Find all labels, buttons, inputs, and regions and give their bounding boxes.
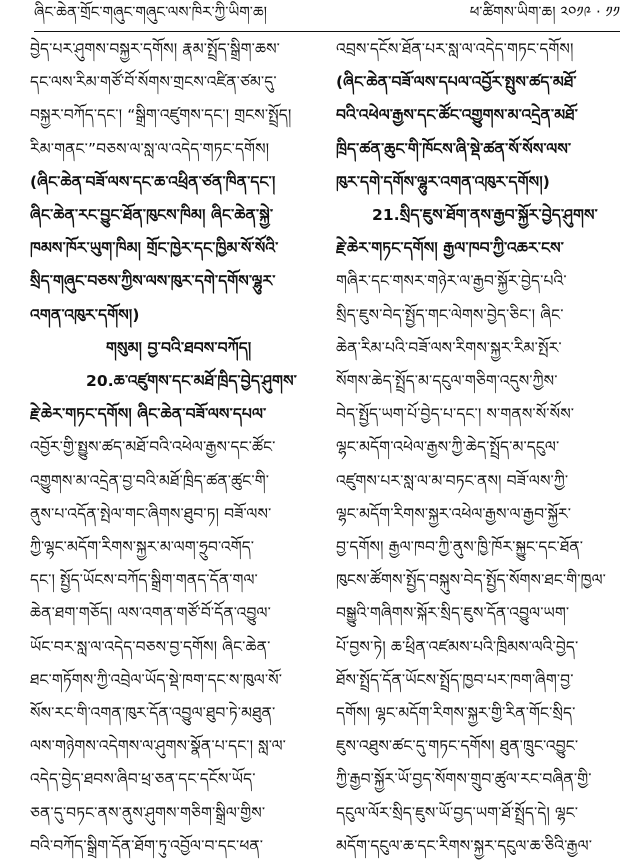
right-text-column xyxy=(336,33,628,863)
text-line: ཁྲིད་ཚན་ཆུང་གི་ཁོངས་ཞི་སྡེ་ཚན་སོ་སོས་ལས་ xyxy=(336,139,572,158)
text-line: (ཞིང་ཆེན་བཟོ་ལས་དང་ཆ་འཕྲིན་ཙན་ཁིན་དང་། xyxy=(30,172,276,191)
text-line: འགྱུགས་མ་འདྲེན་བྱ་བའི་མཐོ་ཁྲིད་ཚན་ཚུང་གི་ xyxy=(30,471,270,490)
text-line: དང་། སྤྱོད་ཡོངས་བཀོད་སྒྲིག་གནད་དོན་གལ་ xyxy=(30,571,258,590)
text-line: དངུལ་ལོར་སྲིད་ཇུས་ཡོ་བྱད་ཡག་ཐོ་སྤྲོད་དེ། ལྷང་ xyxy=(336,803,579,822)
text-line: 20.ཆ་འཛུགས་དང་མཐོ་ཁྲིད་བྱེད་ཤུགས་ xyxy=(86,372,297,391)
page-number: ཕ་ཚིགས་ཡིག་ཆ། ༢༠༡༩ · ༡༡ xyxy=(469,3,620,21)
text-line: རྗེ་ཆེར་གཏང་དགོས། རྒྱལ་ཁབ་ཀྱི་འཆར་ངས་ xyxy=(336,239,565,258)
text-line: ཐོས་སྤྲོད་དོན་ཡོངས་སྤྲོད་ཁྱབ་པར་ཁག་ཞིག་བྱ་ xyxy=(336,670,574,689)
page-header xyxy=(34,4,620,30)
text-line: གཞིར་དང་གསར་གཉེར་ལ་རྒྱབ་སྐྱོར་བྱེད་པའི་ xyxy=(336,272,567,291)
section-heading: གསུམ། བྱ་བའི་ཐབས་བཀོད། xyxy=(106,338,252,357)
text-line: ཐང་གཏོགས་ཀྱི་འབྲེལ་ཡོད་སྡེ་ཁག་དང་ས་ཁུལ་སོ་ xyxy=(30,670,283,689)
text-line: འབྱོར་གྱི་སྤྱུས་ཚད་མཐོ་བའི་འཕེལ་རྒྱས་དང་ཚོང་ xyxy=(30,438,276,457)
text-line: ཡོང་བར་སླ་ལ་འདེད་བཅས་བྱ་དགོས། ཞིང་ཆེན་ xyxy=(30,637,271,656)
text-line: བའི་འཕེལ་རྒྱས་དང་ཚོང་འགྱུགས་མ་འདྲེན་མཐོ་ xyxy=(336,106,578,125)
text-line: ནུས་པ་འདོན་སྤེལ་གང་ཞིགས་ཐུབ་ཏ། བཟོ་ལས་ xyxy=(30,504,272,523)
text-line: (ཞིང་ཆེན་བཟོ་ལས་དཔལ་འབྱོར་སྤུས་ཚད་མཐོ་ xyxy=(336,73,577,92)
text-line: རྗེ་ཆེར་གཏང་དགོས། ཞིང་ཆེན་བཟོ་ལས་དཔལ་ xyxy=(30,405,267,424)
text-line: དགོས། ལྷང་མདོག་རིགས་སྐྱར་གྱི་རིན་གོང་སྲིད་ xyxy=(336,704,576,723)
text-line: འཛུགས་པར་སླ་ལ་མ་བཏང་ནས། བཟོ་ལས་ཀྱི་ xyxy=(336,471,569,490)
text-line: སོས་རང་གི་འགན་ཁུར་དོན་འབྱུལ་ཐུབ་ཏེ་མཐུན་ xyxy=(30,704,276,723)
text-line: བསྒྱུའི་གཞིགས་སྐོར་སྲིད་ཇུས་དོན་འབྱུལ་ཡག་ xyxy=(336,604,570,623)
text-line: བྱ་དགོས། རྒྱལ་ཁབ་ཀྱི་ནུས་ཁྱི་ཁོར་སྐྱུང་དང་ཐོན་ xyxy=(336,538,584,557)
text-line: ལས་གཉེགས་འདེགས་ལ་ཤུགས་སྣོན་པ་དང་། སླ་ལ་ xyxy=(30,737,287,756)
text-line: པོ་བྱས་ཏེ། ཆ་ཕྲིན་འཛམས་པའི་ཁྲིམས་ལའི་བྱེད་ xyxy=(336,637,579,656)
text-line: སོགས་ཆེད་སྤྲོད་མ་དངུལ་གཅིག་འདུས་ཀྱིས་ xyxy=(336,372,558,391)
text-line: དང་ལས་རིམ་གཙོ་བོ་སོགས་གྲངས་འཛིན་ཙམ་དུ་ xyxy=(30,73,277,92)
text-line: ཆེན་ཐག་གཅོད། ལས་འགན་གཙོ་བོ་དོན་འབྱུལ་ xyxy=(30,604,271,623)
text-line: མདོག་དངུལ་ཆ་དང་རིགས་སྐྱར་དངུལ་ཆ་ཅིའི་རྒྱལ་ xyxy=(336,836,593,855)
text-line: ཁམས་ཁོར་ཡུག་ཁིམ། གྲོང་ཁྱེར་དང་ཁྱིམ་སོ་སོའི་ xyxy=(30,239,279,258)
text-line: བྱེད་པར་ཤུགས་བསྐྱར་དགོས། རྣམ་སྤྲོད་སྒྲིག་ཆས་ xyxy=(30,40,281,58)
text-line: ཀྱི་ལྷང་མདོག་རིགས་སྐྱར་མ་ལག་ཧྲུབ་འགོད་ xyxy=(30,538,255,557)
text-line: རིམ་གནང་”བཅས་ལ་སླ་ལ་འདེད་གཏང་དགོས། xyxy=(30,139,270,158)
text-line: སྲིད་གཞུང་བཅས་ཀྱིས་ལས་ཁུར་དགེ་དགོས་ལྷུར་ xyxy=(30,272,276,291)
text-line: ཁུར་དགེ་དགོས་ལྷུར་འགན་འཁུར་དགོས།) xyxy=(336,172,550,191)
running-title: ཞིང་ཆེན་གྲོང་གཞུང་གཞུང་ལས་ཁིར་ཀྱི་ཡིག་ཆ། xyxy=(34,3,267,21)
text-line: འདེད་བྱེད་ཐབས་ཞིབ་ཕྲ་ཅན་དང་དངོས་ཡོད་ xyxy=(30,770,256,789)
text-line: ཞིང་ཆེན་རང་བྱུང་ཐོན་ཁུངས་ཁིམ། ཞིང་ཆེན་སྐྱེ་ xyxy=(30,206,274,225)
text-line: འབྲས་དངོས་ཐོན་པར་སླ་ལ་འདེད་གཏང་དགོས། xyxy=(336,40,574,58)
text-line: ཆེན་རིམ་པའི་བཟོ་ལས་རིགས་སྐྱར་རིམ་སྤོར་ xyxy=(336,338,562,357)
header-divider xyxy=(34,31,620,32)
text-line: འགན་འཁུར་དགོས།) xyxy=(30,305,140,324)
text-line: 21.སྲིད་ཇུས་ཐོག་ནས་རྒྱབ་སྐྱོར་བྱེད་ཤུགས་ xyxy=(372,206,598,225)
text-line: ཁུངས་ཚོགས་སྤྱོད་བསྐུས་བེད་སྤྱོད་སོགས་ཐང་གི་ཁྱལ་ xyxy=(336,571,607,590)
text-line: བསྐྱར་བཀོད་དང་། “སྒྲིག་འཛུགས་དང་། གྲངས་སྤྲོད། xyxy=(30,106,292,125)
text-line: ཅན་དུ་བཏང་ནས་ནུས་ཤུགས་གཅིག་སྒྲིལ་གྱིས་ xyxy=(30,803,266,822)
text-line: ཇུས་འཐུས་ཚང་དུ་གཏང་དགོས། ཐུན་ཁྲུང་འབྱུང་ xyxy=(336,737,579,756)
text-line: ལྷང་མདོག་རིགས་སྐྱར་འཕེལ་རྒྱས་ལ་རྒྱབ་སྐྱོར་ xyxy=(336,504,572,523)
text-line: ཀྱི་རྒྱབ་སྐྱོར་ཡོ་བྱད་སོགས་གྲུབ་ཚུལ་རང་བཞིན་གྱི་ xyxy=(336,770,592,789)
text-line: སྲིད་ཇུས་བེད་སྤྱོད་གང་ལེགས་བྱེད་ཅིང་། ཞིང་ xyxy=(336,305,564,324)
text-line: བའི་བཀོད་སྒྲིག་དོན་ཐོག་ཏུ་འབྱོལ་བ་དང་ཕན་ xyxy=(30,836,264,855)
left-text-column xyxy=(30,33,322,863)
text-line: ལྷང་མདོག་འཕེལ་རྒྱས་ཀྱི་ཆེད་སྤྲོད་མ་དངུལ་ xyxy=(336,438,560,457)
text-line: བེད་སྤྱོད་ཡག་པོ་བྱེད་པ་དང་། ས་གནས་སོ་སོས་ xyxy=(336,405,575,424)
